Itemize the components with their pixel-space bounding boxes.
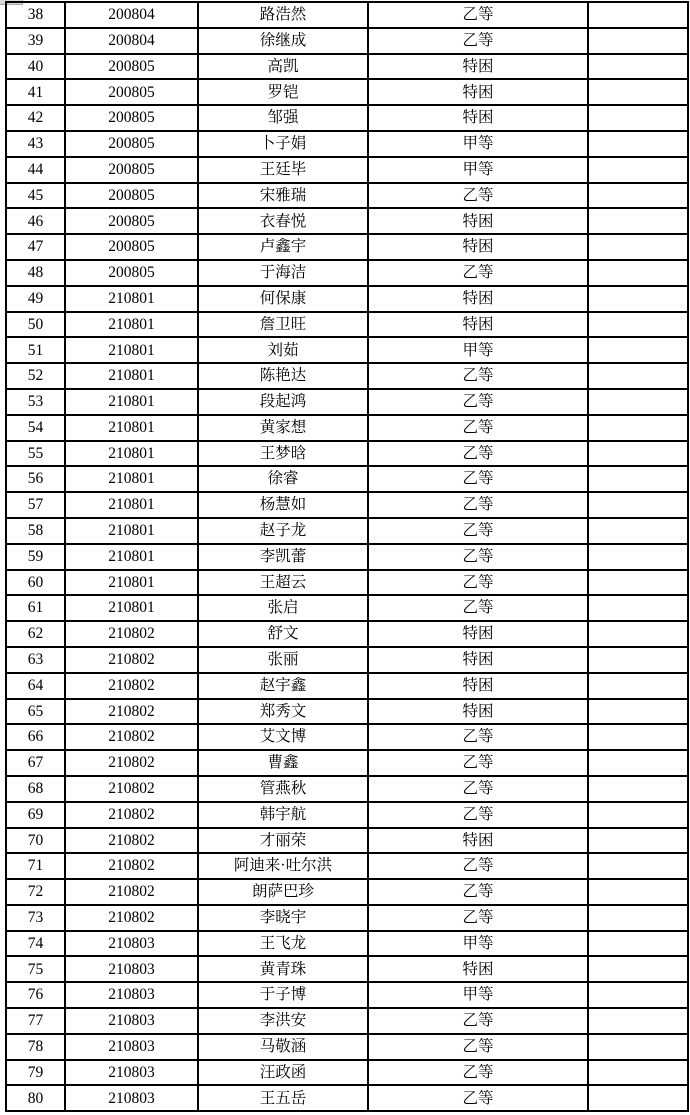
class-code-cell[interactable]: 210801 — [65, 441, 198, 467]
class-code-cell[interactable]: 210801 — [65, 492, 198, 518]
student-name-cell[interactable]: 王超云 — [198, 570, 368, 596]
table-row — [6, 673, 688, 699]
row-index-cell[interactable]: 61 — [6, 595, 65, 621]
student-name-cell[interactable]: 王廷毕 — [198, 157, 368, 183]
table-row — [6, 699, 688, 725]
student-name-cell[interactable]: 高凯 — [198, 54, 368, 80]
class-code-cell[interactable]: 210802 — [65, 879, 198, 905]
row-index-cell[interactable]: 73 — [6, 905, 65, 931]
table-row — [6, 570, 688, 596]
student-name-cell[interactable]: 王飞龙 — [198, 931, 368, 957]
note-cell[interactable] — [588, 905, 688, 931]
table-row — [6, 286, 688, 312]
grade-cell[interactable]: 特困 — [368, 105, 588, 131]
class-code-cell[interactable]: 210801 — [65, 286, 198, 312]
table-row — [6, 466, 688, 492]
class-code-cell[interactable]: 210801 — [65, 389, 198, 415]
table-row — [6, 544, 688, 570]
row-index-cell[interactable]: 55 — [6, 441, 65, 467]
row-index-cell[interactable]: 49 — [6, 286, 65, 312]
note-cell[interactable] — [588, 879, 688, 905]
note-cell[interactable] — [588, 570, 688, 596]
table-row — [6, 1034, 688, 1060]
class-code-cell[interactable]: 210801 — [65, 595, 198, 621]
row-index-cell[interactable]: 53 — [6, 389, 65, 415]
table-row — [6, 879, 688, 905]
class-code-cell[interactable]: 200804 — [65, 28, 198, 54]
note-cell[interactable] — [588, 621, 688, 647]
student-name-cell[interactable]: 王梦晗 — [198, 441, 368, 467]
class-code-cell[interactable]: 210801 — [65, 544, 198, 570]
row-index-cell[interactable]: 75 — [6, 956, 65, 982]
class-code-cell[interactable]: 200804 — [65, 2, 198, 28]
class-code-cell[interactable]: 200805 — [65, 131, 198, 157]
student-name-cell[interactable]: 邹强 — [198, 105, 368, 131]
row-index-cell[interactable]: 54 — [6, 415, 65, 441]
student-name-cell[interactable]: 朗萨巴珍 — [198, 879, 368, 905]
note-cell[interactable] — [588, 544, 688, 570]
row-index-cell[interactable]: 64 — [6, 673, 65, 699]
note-cell[interactable] — [588, 802, 688, 828]
student-name-cell[interactable]: 管燕秋 — [198, 776, 368, 802]
grade-cell[interactable]: 乙等 — [368, 802, 588, 828]
class-code-cell[interactable]: 210802 — [65, 724, 198, 750]
grade-cell[interactable]: 特困 — [368, 79, 588, 105]
student-name-cell[interactable]: 陈艳达 — [198, 363, 368, 389]
student-name-cell[interactable]: 舒文 — [198, 621, 368, 647]
grade-cell[interactable]: 乙等 — [368, 2, 588, 28]
class-code-cell[interactable]: 200805 — [65, 54, 198, 80]
note-cell[interactable] — [588, 337, 688, 363]
class-code-cell[interactable]: 210802 — [65, 853, 198, 879]
student-name-cell[interactable]: 杨慧如 — [198, 492, 368, 518]
note-cell[interactable] — [588, 492, 688, 518]
student-name-cell[interactable]: 李洪安 — [198, 1008, 368, 1034]
note-cell[interactable] — [588, 131, 688, 157]
student-grade-table — [5, 1, 689, 1112]
grade-cell[interactable]: 甲等 — [368, 931, 588, 957]
note-cell[interactable] — [588, 79, 688, 105]
row-index-cell[interactable]: 42 — [6, 105, 65, 131]
row-index-cell[interactable]: 43 — [6, 131, 65, 157]
row-index-cell[interactable]: 66 — [6, 724, 65, 750]
class-code-cell[interactable]: 210802 — [65, 828, 198, 854]
table-row — [6, 1085, 688, 1111]
row-index-cell[interactable]: 51 — [6, 337, 65, 363]
table-row — [6, 956, 688, 982]
table-row — [6, 905, 688, 931]
grade-cell[interactable]: 特困 — [368, 621, 588, 647]
row-index-cell[interactable]: 62 — [6, 621, 65, 647]
class-code-cell[interactable]: 200805 — [65, 183, 198, 209]
row-index-cell[interactable]: 57 — [6, 492, 65, 518]
table-row — [6, 183, 688, 209]
grade-cell[interactable]: 乙等 — [368, 1085, 588, 1111]
grade-cell[interactable]: 甲等 — [368, 337, 588, 363]
table-row — [6, 441, 688, 467]
student-name-cell[interactable]: 卜子娟 — [198, 131, 368, 157]
table-row — [6, 853, 688, 879]
row-index-cell[interactable]: 38 — [6, 2, 65, 28]
table-row — [6, 157, 688, 183]
student-name-cell[interactable]: 路浩然 — [198, 2, 368, 28]
class-code-cell[interactable]: 210802 — [65, 802, 198, 828]
grade-cell[interactable]: 乙等 — [368, 183, 588, 209]
row-index-cell[interactable]: 58 — [6, 518, 65, 544]
student-name-cell[interactable]: 李凯蕾 — [198, 544, 368, 570]
note-cell[interactable] — [588, 750, 688, 776]
note-cell[interactable] — [588, 518, 688, 544]
note-cell[interactable] — [588, 647, 688, 673]
note-cell[interactable] — [588, 1085, 688, 1111]
row-index-cell[interactable]: 60 — [6, 570, 65, 596]
student-name-cell[interactable]: 于子博 — [198, 982, 368, 1008]
row-index-cell[interactable]: 63 — [6, 647, 65, 673]
row-index-cell[interactable]: 41 — [6, 79, 65, 105]
grade-cell[interactable]: 乙等 — [368, 1008, 588, 1034]
table-row — [6, 724, 688, 750]
class-code-cell[interactable]: 210801 — [65, 570, 198, 596]
note-cell[interactable] — [588, 1008, 688, 1034]
grade-cell[interactable]: 乙等 — [368, 389, 588, 415]
grade-cell[interactable]: 特困 — [368, 828, 588, 854]
table-row — [6, 828, 688, 854]
student-name-cell[interactable]: 卢鑫宇 — [198, 234, 368, 260]
student-name-cell[interactable]: 罗铠 — [198, 79, 368, 105]
note-cell[interactable] — [588, 54, 688, 80]
note-cell[interactable] — [588, 105, 688, 131]
row-index-cell[interactable]: 71 — [6, 853, 65, 879]
grade-cell[interactable]: 特困 — [368, 208, 588, 234]
student-name-cell[interactable]: 张丽 — [198, 647, 368, 673]
student-name-cell[interactable]: 马敬涵 — [198, 1034, 368, 1060]
class-code-cell[interactable]: 210801 — [65, 415, 198, 441]
grade-cell[interactable]: 乙等 — [368, 518, 588, 544]
grade-cell[interactable]: 乙等 — [368, 776, 588, 802]
row-index-cell[interactable]: 68 — [6, 776, 65, 802]
student-name-cell[interactable]: 黄青珠 — [198, 956, 368, 982]
class-code-cell[interactable]: 210801 — [65, 337, 198, 363]
class-code-cell[interactable]: 210803 — [65, 1008, 198, 1034]
grade-cell[interactable]: 特困 — [368, 647, 588, 673]
class-code-cell[interactable]: 210803 — [65, 956, 198, 982]
student-name-cell[interactable]: 刘茹 — [198, 337, 368, 363]
student-name-cell[interactable]: 张启 — [198, 595, 368, 621]
table-row — [6, 492, 688, 518]
class-code-cell[interactable]: 210802 — [65, 905, 198, 931]
grade-cell[interactable]: 乙等 — [368, 363, 588, 389]
grade-cell[interactable]: 特困 — [368, 54, 588, 80]
class-code-cell[interactable]: 200805 — [65, 79, 198, 105]
row-index-cell[interactable]: 45 — [6, 183, 65, 209]
student-name-cell[interactable]: 于海洁 — [198, 260, 368, 286]
grade-cell[interactable]: 乙等 — [368, 441, 588, 467]
table-row — [6, 79, 688, 105]
student-name-cell[interactable]: 赵宇鑫 — [198, 673, 368, 699]
row-index-cell[interactable]: 47 — [6, 234, 65, 260]
class-code-cell[interactable]: 210803 — [65, 1034, 198, 1060]
note-cell[interactable] — [588, 286, 688, 312]
table-row — [6, 776, 688, 802]
student-name-cell[interactable]: 曹鑫 — [198, 750, 368, 776]
grade-cell[interactable]: 特困 — [368, 312, 588, 338]
note-cell[interactable] — [588, 724, 688, 750]
note-cell[interactable] — [588, 208, 688, 234]
class-code-cell[interactable]: 210802 — [65, 750, 198, 776]
row-index-cell[interactable]: 40 — [6, 54, 65, 80]
grade-cell[interactable]: 乙等 — [368, 570, 588, 596]
grade-cell[interactable]: 乙等 — [368, 853, 588, 879]
student-name-cell[interactable]: 赵子龙 — [198, 518, 368, 544]
grade-cell[interactable]: 特困 — [368, 286, 588, 312]
table-row — [6, 621, 688, 647]
student-name-cell[interactable]: 衣春悦 — [198, 208, 368, 234]
table-row — [6, 28, 688, 54]
row-index-cell[interactable]: 46 — [6, 208, 65, 234]
grade-cell[interactable]: 特困 — [368, 673, 588, 699]
row-index-cell[interactable]: 70 — [6, 828, 65, 854]
row-index-cell[interactable]: 50 — [6, 312, 65, 338]
class-code-cell[interactable]: 210802 — [65, 673, 198, 699]
row-index-cell[interactable]: 72 — [6, 879, 65, 905]
table-row — [6, 389, 688, 415]
student-name-cell[interactable]: 徐睿 — [198, 466, 368, 492]
row-index-cell[interactable]: 65 — [6, 699, 65, 725]
table-row — [6, 595, 688, 621]
student-name-cell[interactable]: 李晓宇 — [198, 905, 368, 931]
grade-cell[interactable]: 乙等 — [368, 1034, 588, 1060]
student-name-cell[interactable]: 段起鸿 — [198, 389, 368, 415]
table-row — [6, 234, 688, 260]
note-cell[interactable] — [588, 2, 688, 28]
grade-cell[interactable]: 乙等 — [368, 905, 588, 931]
student-name-cell[interactable]: 阿迪来·吐尔洪 — [198, 853, 368, 879]
table-row — [6, 802, 688, 828]
table-row — [6, 982, 688, 1008]
grade-cell[interactable]: 乙等 — [368, 724, 588, 750]
note-cell[interactable] — [588, 776, 688, 802]
student-name-cell[interactable]: 何保康 — [198, 286, 368, 312]
class-code-cell[interactable]: 210802 — [65, 621, 198, 647]
table-row — [6, 260, 688, 286]
row-index-cell[interactable]: 80 — [6, 1085, 65, 1111]
class-code-cell[interactable]: 210801 — [65, 312, 198, 338]
grade-cell[interactable]: 甲等 — [368, 982, 588, 1008]
student-name-cell[interactable]: 郑秀文 — [198, 699, 368, 725]
student-name-cell[interactable]: 詹卫旺 — [198, 312, 368, 338]
note-cell[interactable] — [588, 699, 688, 725]
table-row — [6, 208, 688, 234]
class-code-cell[interactable]: 200805 — [65, 105, 198, 131]
student-name-cell[interactable]: 徐继成 — [198, 28, 368, 54]
grade-cell[interactable]: 乙等 — [368, 595, 588, 621]
row-index-cell[interactable]: 79 — [6, 1060, 65, 1086]
table-row — [6, 131, 688, 157]
class-code-cell[interactable]: 210803 — [65, 982, 198, 1008]
row-index-cell[interactable]: 74 — [6, 931, 65, 957]
grade-cell[interactable]: 特困 — [368, 956, 588, 982]
grade-cell[interactable]: 乙等 — [368, 879, 588, 905]
class-code-cell[interactable]: 200805 — [65, 157, 198, 183]
note-cell[interactable] — [588, 312, 688, 338]
grade-cell[interactable]: 乙等 — [368, 544, 588, 570]
note-cell[interactable] — [588, 234, 688, 260]
class-code-cell[interactable]: 200805 — [65, 260, 198, 286]
note-cell[interactable] — [588, 828, 688, 854]
row-index-cell[interactable]: 77 — [6, 1008, 65, 1034]
table-row — [6, 931, 688, 957]
student-name-cell[interactable]: 艾文博 — [198, 724, 368, 750]
row-index-cell[interactable]: 44 — [6, 157, 65, 183]
table-row — [6, 1060, 688, 1086]
grade-cell[interactable]: 乙等 — [368, 466, 588, 492]
grade-cell[interactable]: 甲等 — [368, 131, 588, 157]
class-code-cell[interactable]: 210802 — [65, 699, 198, 725]
table-row — [6, 363, 688, 389]
note-cell[interactable] — [588, 466, 688, 492]
table-row — [6, 415, 688, 441]
note-cell[interactable] — [588, 441, 688, 467]
note-cell[interactable] — [588, 1060, 688, 1086]
student-name-cell[interactable]: 王五岳 — [198, 1085, 368, 1111]
note-cell[interactable] — [588, 28, 688, 54]
note-cell[interactable] — [588, 931, 688, 957]
table-row — [6, 312, 688, 338]
note-cell[interactable] — [588, 956, 688, 982]
class-code-cell[interactable]: 200805 — [65, 208, 198, 234]
row-index-cell[interactable]: 59 — [6, 544, 65, 570]
class-code-cell[interactable]: 210803 — [65, 931, 198, 957]
grade-cell[interactable]: 特困 — [368, 699, 588, 725]
row-index-cell[interactable]: 48 — [6, 260, 65, 286]
note-cell[interactable] — [588, 982, 688, 1008]
student-name-cell[interactable]: 才丽荣 — [198, 828, 368, 854]
row-index-cell[interactable]: 78 — [6, 1034, 65, 1060]
note-cell[interactable] — [588, 157, 688, 183]
table-row — [6, 2, 688, 28]
grade-cell[interactable]: 乙等 — [368, 750, 588, 776]
student-name-cell[interactable]: 韩宇航 — [198, 802, 368, 828]
class-code-cell[interactable]: 210802 — [65, 776, 198, 802]
grade-cell[interactable]: 乙等 — [368, 28, 588, 54]
student-name-cell[interactable]: 宋雅瑞 — [198, 183, 368, 209]
row-index-cell[interactable]: 67 — [6, 750, 65, 776]
class-code-cell[interactable]: 210801 — [65, 518, 198, 544]
table-row — [6, 750, 688, 776]
grade-cell[interactable]: 乙等 — [368, 260, 588, 286]
row-index-cell[interactable]: 39 — [6, 28, 65, 54]
grade-cell[interactable]: 乙等 — [368, 492, 588, 518]
note-cell[interactable] — [588, 363, 688, 389]
note-cell[interactable] — [588, 595, 688, 621]
row-index-cell[interactable]: 76 — [6, 982, 65, 1008]
table-row — [6, 337, 688, 363]
note-cell[interactable] — [588, 389, 688, 415]
student-name-cell[interactable]: 黄家想 — [198, 415, 368, 441]
note-cell[interactable] — [588, 673, 688, 699]
row-index-cell[interactable]: 56 — [6, 466, 65, 492]
student-name-cell[interactable]: 汪政函 — [198, 1060, 368, 1086]
grade-cell[interactable]: 甲等 — [368, 157, 588, 183]
table-row — [6, 105, 688, 131]
class-code-cell[interactable]: 210801 — [65, 466, 198, 492]
table-row — [6, 54, 688, 80]
grade-cell[interactable]: 特困 — [368, 234, 588, 260]
row-index-cell[interactable]: 52 — [6, 363, 65, 389]
table-row — [6, 647, 688, 673]
row-index-cell[interactable]: 69 — [6, 802, 65, 828]
table-row — [6, 1008, 688, 1034]
note-cell[interactable] — [588, 853, 688, 879]
class-code-cell[interactable]: 210803 — [65, 1060, 198, 1086]
note-cell[interactable] — [588, 183, 688, 209]
note-cell[interactable] — [588, 260, 688, 286]
class-code-cell[interactable]: 200805 — [65, 234, 198, 260]
grade-cell[interactable]: 乙等 — [368, 1060, 588, 1086]
grade-cell[interactable]: 乙等 — [368, 415, 588, 441]
note-cell[interactable] — [588, 1034, 688, 1060]
class-code-cell[interactable]: 210801 — [65, 363, 198, 389]
note-cell[interactable] — [588, 415, 688, 441]
table-row — [6, 518, 688, 544]
class-code-cell[interactable]: 210803 — [65, 1085, 198, 1111]
class-code-cell[interactable]: 210802 — [65, 647, 198, 673]
